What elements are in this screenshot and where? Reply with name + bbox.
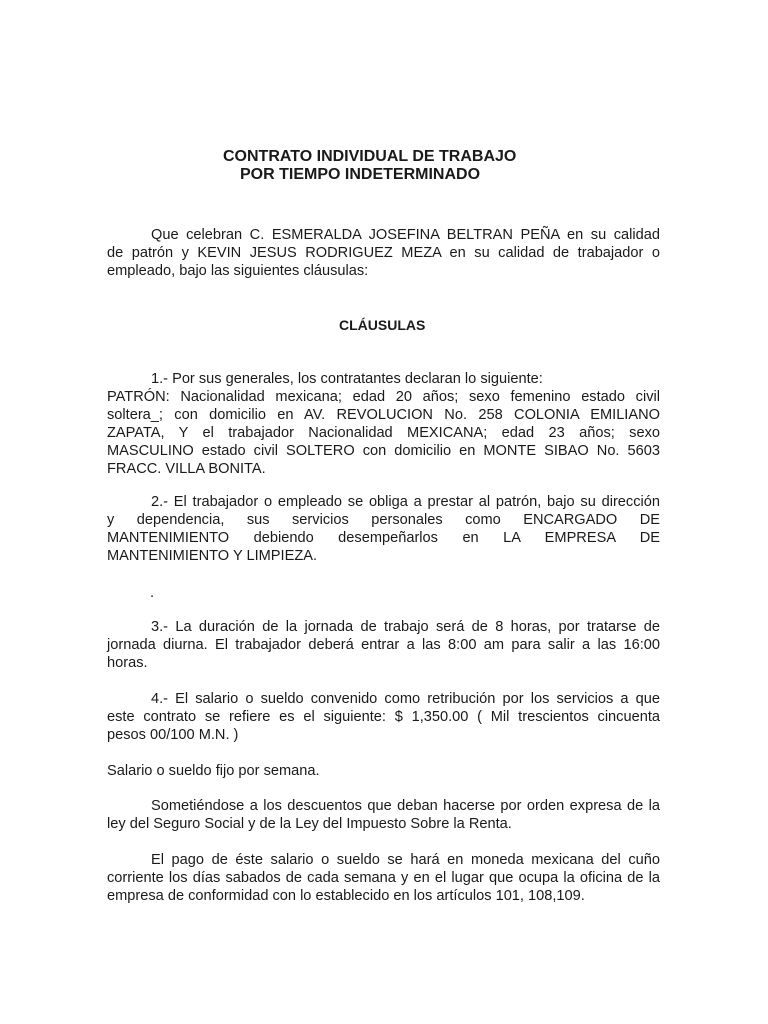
clause-3-line: 3.- La duración de la jornada de trabajo será de 8 horas, por tratarse de: [151, 619, 660, 635]
clause-4-line: este contrato se refiere es el siguiente: $ 1,350.00 ( Mil trescientos cincuenta: [107, 709, 660, 725]
intro-line: de patrón y KEVIN JESUS RODRIGUEZ MEZA en su calidad de trabajador o: [107, 245, 660, 261]
pago-line: El pago de éste salario o sueldo se hará en moneda mexicana del cuño: [151, 852, 660, 868]
clausulas-heading: CLÁUSULAS: [339, 317, 426, 333]
descuentos-line: ley del Seguro Social y de la Ley del Impuesto Sobre la Renta.: [107, 816, 512, 832]
clause-4-line: pesos 00/100 M.N. ): [107, 727, 239, 743]
clause-1-line: ZAPATA, Y el trabajador Nacionalidad MEXICANA; edad 23 años; sexo: [107, 425, 660, 441]
clause-3-line: jornada diurna. El trabajador deberá entrar a las 8:00 am para salir a las 16:00: [107, 637, 660, 653]
salario-fijo-line: Salario o sueldo fijo por semana.: [107, 763, 320, 779]
clause-1-line: FRACC. VILLA BONITA.: [107, 461, 266, 477]
clause-1-line: soltera_; con domicilio en AV. REVOLUCION No. 258 COLONIA EMILIANO: [107, 407, 660, 423]
intro-paragraph: [107, 226, 660, 280]
separator-dot: .: [150, 585, 155, 601]
clause-1-line: MASCULINO estado civil SOLTERO con domicilio en MONTE SIBAO No. 5603: [107, 443, 660, 459]
clause-2-line: 2.- El trabajador o empleado se obliga a prestar al patrón, bajo su dirección: [151, 494, 660, 510]
clause-4-line: 4.- El salario o sueldo convenido como retribución por los servicios a que: [151, 691, 660, 707]
pago-line: corriente los días sabados de cada semana y en el lugar que ocupa la oficina de la: [107, 870, 660, 886]
clause-2-line: y dependencia, sus servicios personales como ENCARGADO DE: [107, 512, 660, 528]
document-title-line1: CONTRATO INDIVIDUAL DE TRABAJO: [223, 148, 517, 165]
clause-4: [107, 690, 660, 744]
descuentos-paragraph: [107, 797, 660, 833]
clause-1-line: 1.- Por sus generales, los contratantes declaran lo siguiente:: [151, 371, 543, 387]
clause-1: [107, 370, 660, 478]
document-title-line2: POR TIEMPO INDETERMINADO: [240, 166, 481, 183]
pago-paragraph: [107, 851, 660, 905]
clause-1-line: PATRÓN: Nacionalidad mexicana; edad 20 años; sexo femenino estado civil: [107, 389, 660, 405]
pago-line: empresa de conformidad con lo establecido en los artículos 101, 108,109.: [107, 888, 585, 904]
clause-2-line: MANTENIMIENTO Y LIMPIEZA.: [107, 548, 318, 564]
clause-2-line: MANTENIMIENTO debiendo desempeñarlos en LA EMPRESA DE: [107, 530, 660, 546]
intro-line: Que celebran C. ESMERALDA JOSEFINA BELTRAN PEÑA en su calidad: [151, 227, 660, 243]
clause-2: [107, 493, 660, 565]
intro-line: empleado, bajo las siguientes cláusulas:: [107, 263, 369, 279]
descuentos-line: Sometiéndose a los descuentos que deban hacerse por orden expresa de la: [151, 798, 660, 814]
clause-3-line: horas.: [107, 655, 148, 671]
clause-3: [107, 618, 660, 672]
